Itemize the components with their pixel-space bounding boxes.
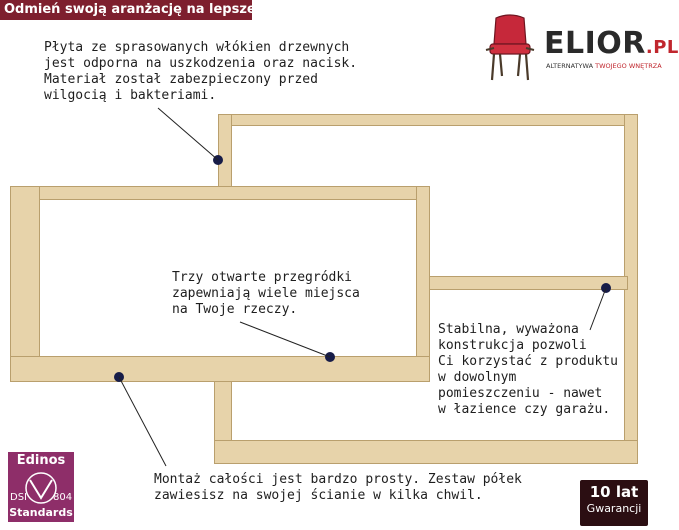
edinos-left-code: DSI — [10, 492, 27, 503]
logo-brand: ELIOR — [544, 26, 646, 61]
elior-logo[interactable] — [478, 10, 679, 90]
shelf-back-bottom-board — [214, 440, 638, 464]
logo-tagline-b: TWOJEGO WNĘTRZA — [595, 62, 662, 70]
warranty-badge — [580, 480, 648, 526]
logo-suffix: .PL — [645, 37, 679, 58]
edinos-right-code: 804 — [53, 492, 73, 503]
chair-icon — [480, 14, 540, 84]
note-material: Płyta ze sprasowanych włókien drzewnych jest odporna na uszkodzenia oraz nacisk. Materiał został zabezpieczony przed wilgocią i bakteriami. — [44, 40, 358, 103]
shelf-back-left-upper — [218, 114, 232, 188]
shelf-front-left-board — [10, 186, 40, 382]
edinos-standards: Standards — [9, 506, 73, 519]
shelf-back-top-board — [218, 114, 638, 126]
shelf-front-bottom-board — [10, 356, 430, 382]
shelf-middle-board — [428, 276, 628, 290]
warranty-years: 10 lat — [589, 483, 639, 501]
promo-banner: Odmień swoją aranżację na lepsze! — [0, 0, 252, 20]
note-compartments: Trzy otwarte przegródki zapewniają wiele miejsca na Twoje rzeczy. — [172, 270, 360, 317]
logo-wordmark — [544, 26, 679, 61]
callout-dot-material — [213, 155, 223, 165]
warranty-label: Gwarancji — [586, 502, 642, 515]
logo-tagline — [546, 62, 662, 70]
shelf-front-top-board — [10, 186, 430, 200]
leader-line-material — [158, 108, 218, 160]
edinos-emblem-icon — [8, 470, 74, 506]
leader-line-assembly — [119, 377, 166, 466]
edinos-badge — [8, 452, 74, 522]
edinos-title: Edinos — [16, 453, 66, 468]
shelf-front-right-board — [416, 186, 430, 382]
logo-tagline-a: ALTERNATYWA — [546, 62, 596, 70]
callout-dot-assembly — [114, 372, 124, 382]
callout-dot-stability — [601, 283, 611, 293]
callout-dot-compartments — [325, 352, 335, 362]
note-stability: Stabilna, wyważona konstrukcja pozwoli Ci korzystać z produktu w dowolnym pomieszczeniu - nawet w łazience czy garażu. — [438, 322, 619, 417]
leader-line-compartments — [240, 322, 330, 357]
note-assembly: Montaż całości jest bardzo prosty. Zestaw półek zawiesisz na swojej ścianie w kilka chwil. — [154, 472, 522, 503]
